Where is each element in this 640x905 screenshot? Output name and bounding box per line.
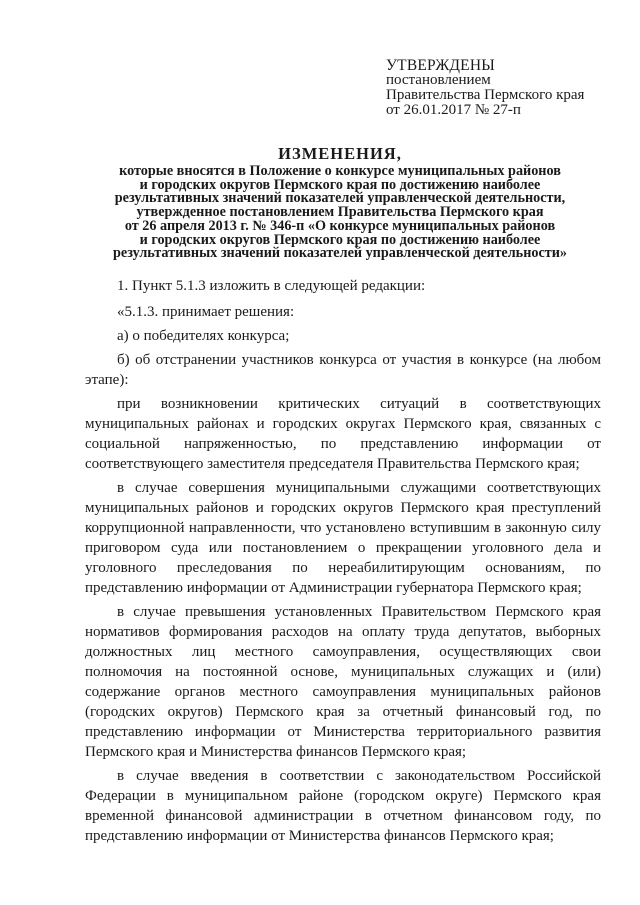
document-title — [70, 145, 610, 261]
title-line: и городских округов Пермского края по достижению наиболее — [139, 176, 541, 193]
approval-heading: УТВЕРЖДЕНЫ — [386, 57, 495, 74]
approval-date-number: от 26.01.2017 № 27-п — [386, 102, 521, 118]
option-b: б) об отстранении участников конкурса от участия в конкурсе (на любом этапе): — [85, 352, 601, 388]
title-line: от 26 апреля 2013 г. № 346-п «О конкурсе муниципальных районов — [124, 217, 556, 234]
title-line: утвержденное постановлением Правительства Пермского края — [136, 204, 544, 221]
title-subtitle — [70, 165, 610, 261]
paragraph: в случае совершения муниципальными служащими соответствующих муниципальных районов и городских округов Пермского края преступлений коррупционной направленности, что установлено вступившим в законную силу приговором суда или постановлением о прекращении уголовного дела и уголовного преследования по нереабилитирующим основаниям, по представлению информации от Администрации губернатора Пермского края; — [85, 480, 601, 596]
paragraph: при возникновении критических ситуаций в соответствующих муниципальных районах и городских округах Пермского края, связанных с социальной напряженностью, по представлению информации от соответствующего заместителя председателя Правительства Пермского края; — [85, 396, 601, 472]
title-line: результативных значений показателей управленческой деятельности, — [114, 190, 566, 207]
title-line: и городских округов Пермского края по достижению наиболее — [139, 231, 541, 248]
title-main: ИЗМЕНЕНИЯ, — [278, 144, 402, 163]
approval-line: постановлением — [386, 72, 491, 88]
title-line: результативных значений показателей управленческой деятельности» — [113, 245, 567, 262]
item-1: 1. Пункт 5.1.3 изложить в следующей редакции: — [117, 278, 426, 294]
paragraph: в случае превышения установленных Правительством Пермского края нормативов формирования расходов на оплату труда депутатов, выборных должностных лиц местного самоуправления, осуществляющих свои полномочия на постоянной основе, муниципальных служащих и (или) содержание органов местного самоуправления муниципальных районов (городских округов) Пермского края за отчетный финансовый год, по представлению информации от Министерства территориального развития Пермского края и Министерства финансов Пермского края; — [85, 604, 601, 760]
title-line: которые вносятся в Положение о конкурсе муниципальных районов — [119, 163, 561, 179]
clause-5-1-3: «5.1.3. принимает решения: — [117, 304, 295, 320]
approval-stamp — [386, 58, 616, 118]
approval-line: Правительства Пермского края — [386, 87, 585, 103]
option-a: а) о победителях конкурса; — [117, 328, 290, 344]
paragraph: в случае введения в соответствии с законодательством Российской Федерации в муниципальном районе (городском округе) Пермского края временной финансовой администрации в отчетном финансовом году, по представлению информации от Министерства финансов Пермского края; — [85, 768, 601, 844]
document-body — [85, 276, 601, 850]
